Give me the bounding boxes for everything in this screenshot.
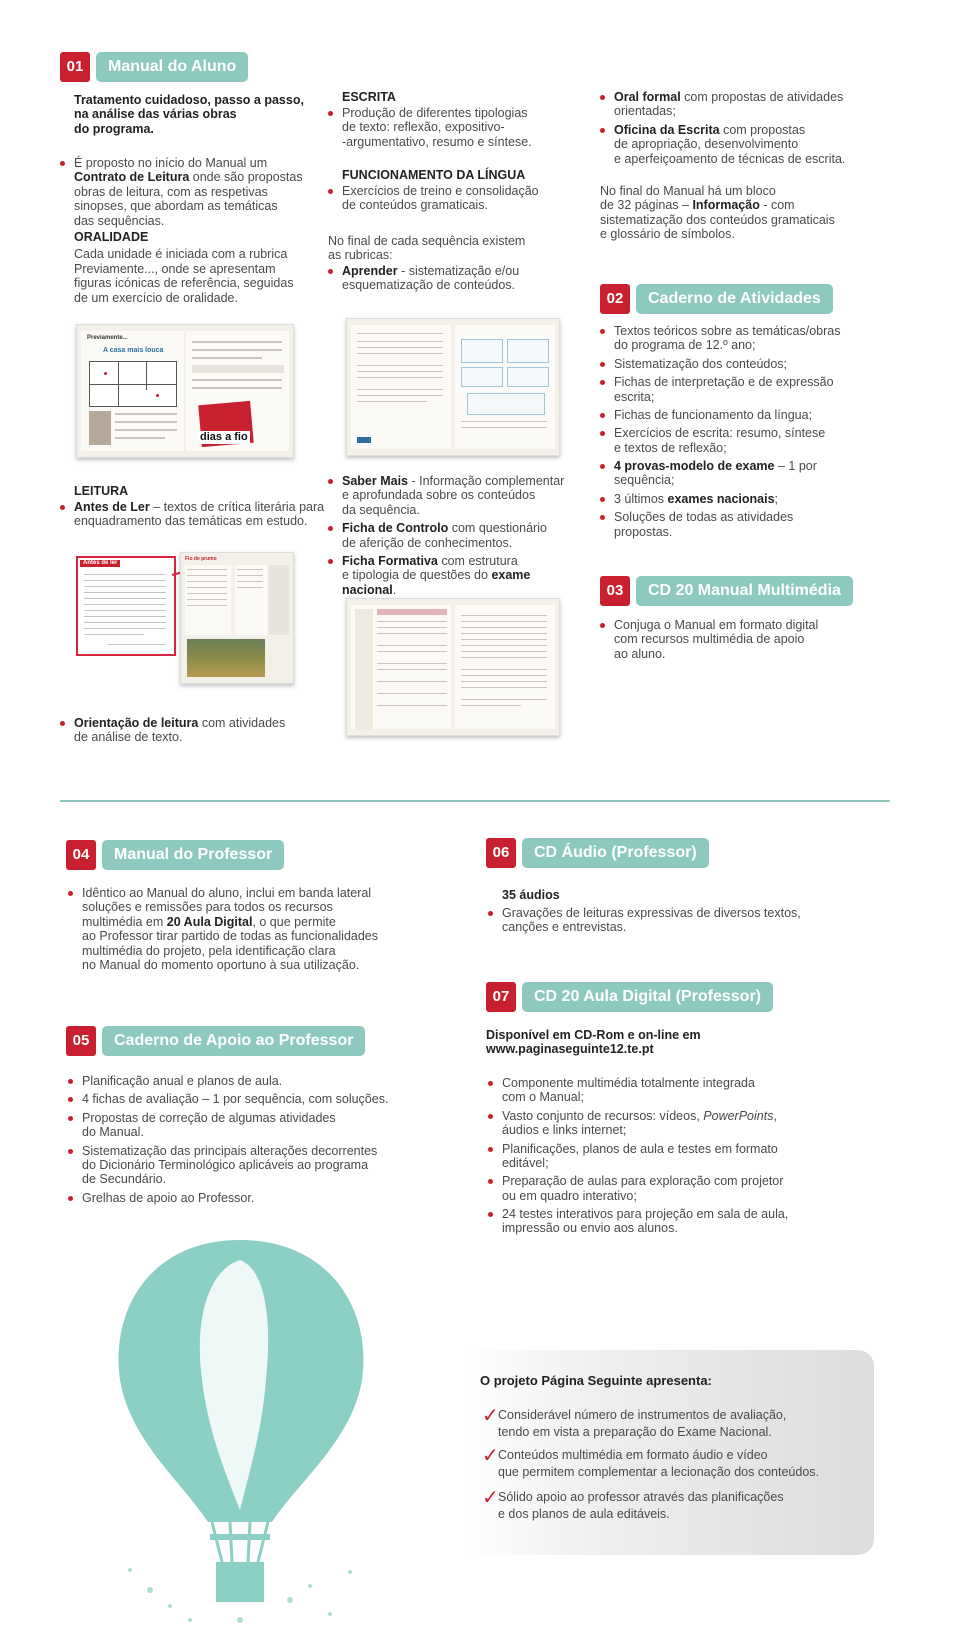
book-page-thumbnail xyxy=(180,552,294,684)
text: Soluções de todas as atividades xyxy=(614,510,794,525)
text: 3 últimos xyxy=(614,491,665,506)
text: 24 testes interativos para projeção em sala de aula, xyxy=(502,1207,789,1221)
text: Propostas de correção de algumas atividades xyxy=(82,1110,336,1125)
text: Conjuga o Manual em formato digital xyxy=(614,618,819,632)
keyword: Informação xyxy=(692,198,760,213)
intro-line: do programa. xyxy=(74,121,154,136)
checkmark-icon: ✓ xyxy=(482,1487,499,1509)
section-03-header xyxy=(600,576,853,606)
text: , o que permite xyxy=(252,914,336,929)
text: com questionário xyxy=(451,521,547,536)
list-item xyxy=(498,1490,868,1522)
text: impressão ou envio aos alunos. xyxy=(502,1221,678,1236)
project-highlights-panel xyxy=(462,1350,874,1555)
text: de Secundário. xyxy=(82,1172,167,1187)
section-title: CD 20 Manual Multimédia xyxy=(636,576,853,606)
text: canções e entrevistas. xyxy=(502,920,627,935)
list-item xyxy=(66,1191,436,1205)
text: ao Professor tirar partido de todas as funcionalidades xyxy=(82,929,379,944)
text: Preparação de aulas para exploração com projetor xyxy=(502,1174,784,1189)
section-07-header xyxy=(486,982,773,1012)
text: , xyxy=(773,1108,777,1123)
text: ao aluno. xyxy=(614,646,666,661)
list-item xyxy=(486,1142,866,1171)
spread-headline: A casa mais louca xyxy=(103,347,164,354)
column-1-text xyxy=(74,93,324,136)
text: com atividades xyxy=(201,716,286,730)
text: do Manual. xyxy=(82,1125,144,1140)
checkmark-icon: ✓ xyxy=(482,1445,499,1467)
italic-text: PowerPoints xyxy=(703,1108,774,1123)
keyword: 20 Aula Digital xyxy=(166,914,253,929)
contrato-bullet xyxy=(58,156,328,232)
oral-oficina-list xyxy=(598,90,860,170)
text: da sequência. xyxy=(342,502,420,517)
keyword: Ficha Formativa xyxy=(342,553,438,568)
text: do Dicionário Terminológico aplicáveis ao programa xyxy=(82,1157,369,1172)
text: Vasto conjunto de recursos: vídeos, xyxy=(502,1108,700,1123)
funcionamento-block xyxy=(342,168,582,182)
text: de texto: reflexão, expositivo- xyxy=(342,120,505,135)
text: obras de leitura, com as respetivas xyxy=(74,184,268,199)
subheading: ORALIDADE xyxy=(74,230,149,244)
text: e dos planos de aula editáveis. xyxy=(498,1507,670,1522)
list-item xyxy=(598,510,860,539)
section-number: 05 xyxy=(66,1026,96,1056)
floorplan-drawing xyxy=(89,361,177,407)
keyword: 4 provas-modelo de exame xyxy=(614,459,775,473)
list-item xyxy=(486,1174,866,1203)
keyword: Ficha de Controlo xyxy=(342,521,449,536)
antes-de-ler-image xyxy=(76,552,294,686)
text: Textos teóricos sobre as temáticas/obras xyxy=(614,324,841,338)
escrita-block xyxy=(342,90,582,104)
section-04-header xyxy=(66,840,284,870)
funcionamento-bullet xyxy=(326,184,582,217)
text: e aperfeiçoamento de técnicas de escrita. xyxy=(614,151,846,166)
text: onde são propostas xyxy=(192,170,303,185)
aprender-bullet xyxy=(326,264,582,297)
cd-audio-bullet xyxy=(486,906,866,939)
ficha-formativa-spread-image xyxy=(346,598,560,736)
section-01-header xyxy=(60,52,248,82)
list-item xyxy=(498,1408,868,1440)
text: Fichas de interpretação e de expressão xyxy=(614,375,834,390)
text: que permitem complementar a lecionação dos conteúdos. xyxy=(498,1465,820,1480)
text: e tipologia de questões do xyxy=(342,568,488,583)
list-item xyxy=(598,492,860,506)
section-number: 01 xyxy=(60,52,90,82)
section-divider xyxy=(60,800,890,802)
availability-text xyxy=(486,1028,866,1057)
text: e aprofundada sobre os conteúdos xyxy=(342,488,536,503)
keyword: Oficina da Escrita xyxy=(614,122,720,137)
text: áudios e links internet; xyxy=(502,1123,627,1138)
hot-air-balloon-illustration xyxy=(90,1230,390,1634)
text: Considerável número de instrumentos de avaliação, xyxy=(498,1408,787,1422)
text: Sistematização das principais alterações decorrentes xyxy=(82,1143,378,1158)
text: soluções e remissões para todos os recursos xyxy=(82,900,333,915)
text: -argumentativo, resumo e síntese. xyxy=(342,134,532,149)
text: No final do Manual há um bloco xyxy=(600,184,776,198)
text: com propostas xyxy=(723,122,806,137)
section-number: 03 xyxy=(600,576,630,606)
list-item xyxy=(598,357,860,371)
keyword: exame nacional xyxy=(342,568,531,597)
list-item xyxy=(66,1092,436,1106)
checkmark-icon: ✓ xyxy=(482,1405,499,1427)
intro-line: Tratamento cuidadoso, passo a passo, xyxy=(74,93,304,107)
text: ou em quadro interativo; xyxy=(502,1188,637,1203)
list-item xyxy=(498,1448,868,1480)
text: enquadramento das temáticas em estudo. xyxy=(74,514,308,529)
keyword: Oral formal xyxy=(614,90,681,104)
text: 4 fichas de avaliação – 1 por sequência, com soluções. xyxy=(82,1092,389,1107)
list-item xyxy=(598,324,860,353)
list-item xyxy=(598,408,860,422)
text: sinopses, que abordam as temáticas xyxy=(74,199,278,214)
text: Sólido apoio ao professor através das planificações xyxy=(498,1490,784,1504)
text: Fichas de funcionamento da língua; xyxy=(614,407,813,422)
text: de apropriação, desenvolvimento xyxy=(614,137,799,152)
audio-count: 35 áudios xyxy=(502,888,560,902)
previamente-spread-image xyxy=(76,324,294,458)
text: multimédia do projeto, pela identificação clara xyxy=(82,943,336,958)
text: de conteúdos gramaticais. xyxy=(342,198,488,213)
cd-audio-count xyxy=(502,888,862,902)
leitura-bullet xyxy=(58,500,338,533)
final-manual-text xyxy=(600,184,862,242)
text: esquematização de conteúdos. xyxy=(342,278,516,293)
text: com propostas de atividades xyxy=(684,90,844,104)
text: Produção de diferentes tipologias xyxy=(342,106,528,120)
keyword: Aprender xyxy=(342,264,398,278)
text: Planificações, planos de aula e testes em formato xyxy=(502,1141,778,1156)
text: - com xyxy=(763,198,795,213)
section-number: 04 xyxy=(66,840,96,870)
text: com o Manual; xyxy=(502,1090,584,1105)
list-item xyxy=(486,1109,866,1138)
section-number: 02 xyxy=(600,284,630,314)
text: . xyxy=(392,582,397,597)
text: Componente multimédia totalmente integrada xyxy=(502,1076,755,1090)
cd-manual-bullet xyxy=(598,618,860,665)
list-item xyxy=(66,1144,436,1187)
text: É proposto no início do Manual um xyxy=(74,156,268,170)
section-title: Manual do Professor xyxy=(102,840,284,870)
section-05-header xyxy=(66,1026,365,1056)
website-link[interactable]: www.paginaseguinte12.te.pt xyxy=(486,1042,654,1057)
aula-digital-list xyxy=(486,1076,866,1240)
text: sistematização dos conteúdos gramaticais xyxy=(600,212,835,227)
keyword: Antes de Ler xyxy=(74,500,150,514)
callout-box xyxy=(76,556,176,656)
subheading: LEITURA xyxy=(74,484,129,498)
rubricas-list xyxy=(326,474,588,601)
text: do programa de 12.º ano; xyxy=(614,338,756,353)
keyword: exames nacionais xyxy=(667,491,775,506)
page-title: Fio de prumo xyxy=(185,556,217,562)
text: com recursos multimédia de apoio xyxy=(614,632,805,647)
text: de um exercício de oralidade. xyxy=(74,290,238,305)
text: No final de cada sequência existem xyxy=(328,234,526,248)
text: Conteúdos multimédia em formato áudio e vídeo xyxy=(498,1448,768,1462)
text: Exercícios de escrita: resumo, síntese xyxy=(614,426,826,441)
text: Cada unidade é iniciada com a rubrica xyxy=(74,247,288,262)
book-cover-title: dias a fio xyxy=(200,431,248,443)
text: multimédia em xyxy=(82,914,164,929)
callout-title: Antes de ler xyxy=(80,560,120,567)
text: de análise de texto. xyxy=(74,730,183,745)
text: Sistematização dos conteúdos; xyxy=(614,356,788,371)
text: sequência; xyxy=(614,473,675,488)
list-item xyxy=(598,459,860,488)
caderno-atividades-list xyxy=(598,324,860,543)
section-number: 07 xyxy=(486,982,516,1012)
text: Gravações de leituras expressivas de diversos textos, xyxy=(502,906,801,920)
leitura-heading-block xyxy=(74,484,334,498)
text: - Informação complementar xyxy=(411,474,565,488)
text: no Manual do momento oportuno à sua utilização. xyxy=(82,957,360,972)
text: Planificação anual e planos de aula. xyxy=(82,1074,283,1088)
manual-professor-bullet xyxy=(66,886,426,976)
section-title: CD 20 Aula Digital (Professor) xyxy=(522,982,773,1012)
section-title: Caderno de Atividades xyxy=(636,284,833,314)
text: e glossário de símbolos. xyxy=(600,227,735,242)
subheading: ESCRITA xyxy=(342,90,396,104)
text: - sistematização e/ou xyxy=(401,264,520,278)
text: – textos de crítica literária para xyxy=(153,500,325,514)
text: propostas. xyxy=(614,524,673,539)
text: editável; xyxy=(502,1155,549,1170)
panel-title: O projeto Página Seguinte apresenta: xyxy=(480,1373,712,1388)
intro-line: na análise das várias obras xyxy=(74,107,237,122)
text: orientadas; xyxy=(614,104,676,119)
text: tendo em vista a preparação do Exame Nacional. xyxy=(498,1425,772,1440)
section-number: 06 xyxy=(486,838,516,868)
painting-thumbnail xyxy=(187,639,265,677)
text: as rubricas: xyxy=(328,248,393,263)
photo-thumbnail xyxy=(89,411,111,445)
aprender-spread-image xyxy=(346,318,560,456)
text: de aferição de conhecimentos. xyxy=(342,535,513,550)
keyword: Orientação de leitura xyxy=(74,716,199,730)
escrita-bullet xyxy=(326,106,582,153)
keyword: Saber Mais xyxy=(342,474,409,488)
list-item xyxy=(486,1207,866,1236)
section-02-header xyxy=(600,284,833,314)
text: ; xyxy=(774,491,779,506)
spread-title: Previamente... xyxy=(87,335,128,341)
text: figuras icónicas de referência, seguidas xyxy=(74,276,294,291)
list-item xyxy=(486,1076,866,1105)
section-06-header xyxy=(486,838,709,868)
list-item xyxy=(598,426,860,455)
text: escrita; xyxy=(614,389,655,404)
text: com estrutura xyxy=(441,553,518,568)
text: das sequências. xyxy=(74,213,165,228)
oralidade-block xyxy=(74,230,334,305)
text: e textos de reflexão; xyxy=(614,440,727,455)
list-item xyxy=(66,1074,436,1088)
text: Grelhas de apoio ao Professor. xyxy=(82,1190,255,1205)
text: Previamente..., onde se apresentam xyxy=(74,261,276,276)
text: Disponível em CD-Rom e on-line em xyxy=(486,1028,701,1042)
text: Idêntico ao Manual do aluno, inclui em banda lateral xyxy=(82,886,372,900)
section-title: CD Áudio (Professor) xyxy=(522,838,709,868)
list-item xyxy=(66,1111,436,1140)
orientacao-bullet xyxy=(58,716,338,749)
text: – 1 por xyxy=(777,459,817,473)
text: de 32 páginas – xyxy=(600,198,689,213)
section-title: Manual do Aluno xyxy=(96,52,248,82)
list-item xyxy=(598,375,860,404)
keyword: Contrato de Leitura xyxy=(74,170,190,185)
caderno-apoio-list xyxy=(66,1074,436,1209)
subheading: FUNCIONAMENTO DA LÍNGUA xyxy=(342,168,526,182)
text: Exercícios de treino e consolidação xyxy=(342,184,539,198)
section-title: Caderno de Apoio ao Professor xyxy=(102,1026,365,1056)
rubricas-intro xyxy=(328,234,584,263)
